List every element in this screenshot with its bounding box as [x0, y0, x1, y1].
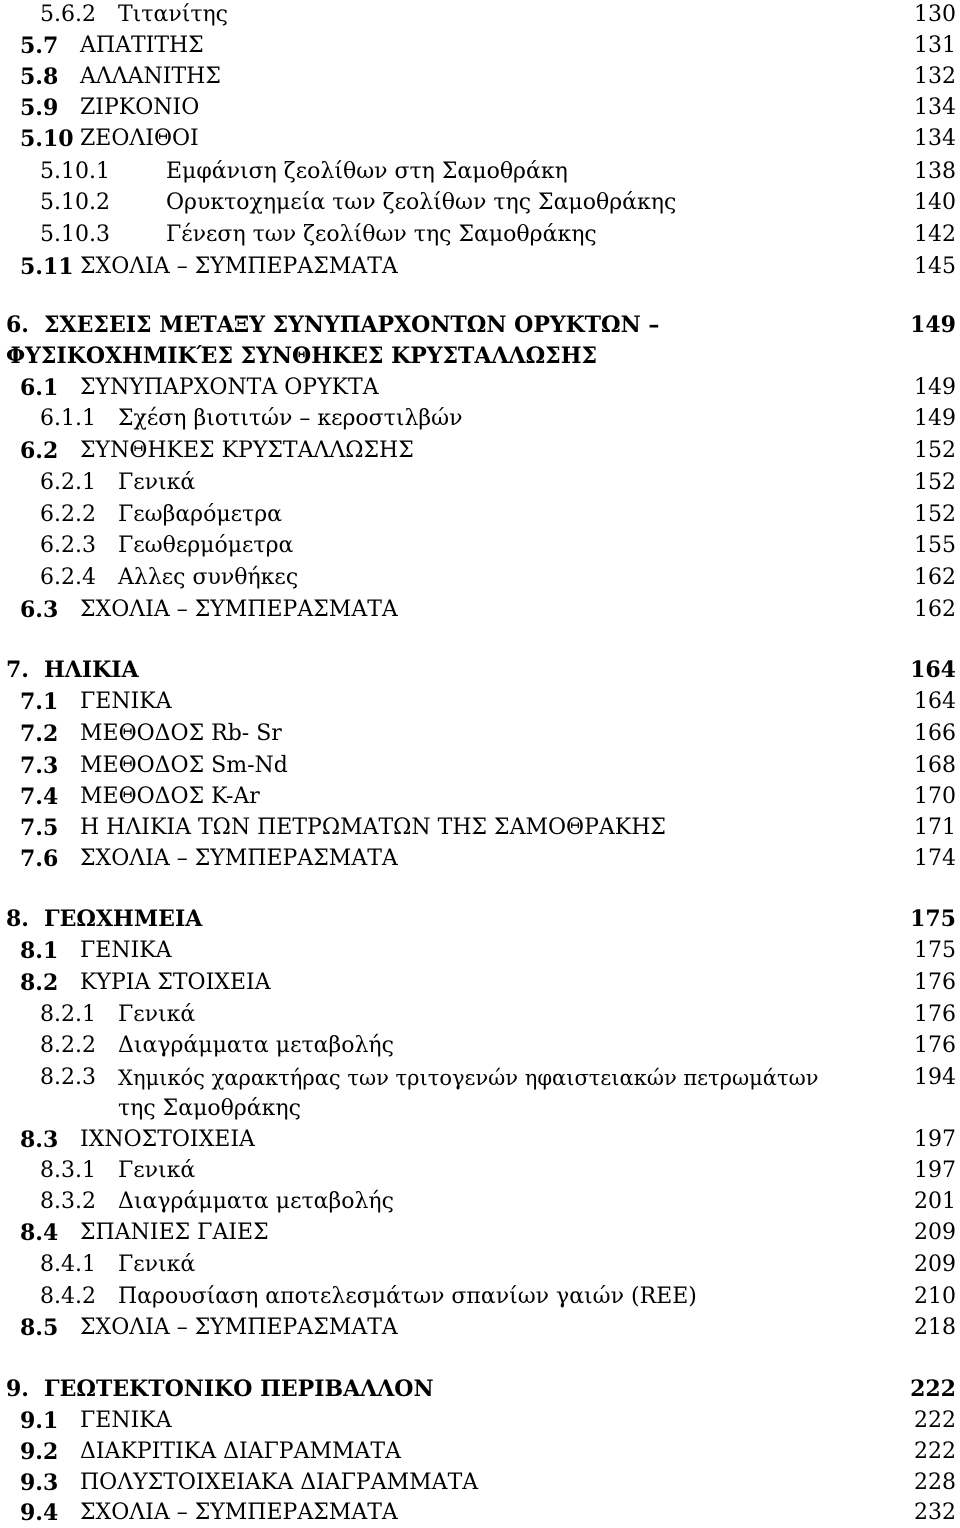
toc-entry-number: 5.11	[20, 254, 74, 280]
toc-entry-number: 8.3.1	[40, 1158, 96, 1183]
toc-entry	[0, 500, 960, 530]
toc-entry-number: 9.1	[20, 1408, 59, 1434]
toc-entry-page: 162	[914, 597, 956, 622]
toc-entry-title: Γεωθερμόμετρα	[118, 533, 294, 558]
toc-entry-page: 164	[914, 689, 956, 714]
toc-entry-page: 176	[914, 970, 956, 995]
toc-entry-number: 5.9	[20, 95, 59, 121]
toc-entry-title: Γεωβαρόμετρα	[118, 502, 283, 527]
toc-entry-page: 149	[914, 375, 956, 400]
toc-entry-title: Γενικά	[118, 470, 196, 495]
toc-entry-number: 6.	[6, 312, 29, 338]
toc-entry-title: Παρουσίαση αποτελεσμάτων σπανίων γαιών (REE)	[118, 1284, 697, 1309]
toc-entry	[0, 751, 960, 781]
toc-entry	[0, 687, 960, 717]
toc-entry-page: 222	[914, 1439, 956, 1464]
toc-entry	[0, 595, 960, 625]
toc-entry-title: Γενικά	[118, 1158, 196, 1183]
toc-entry-title: ΜΕΘΟΔΟΣ Sm-Nd	[80, 753, 288, 778]
toc-entry-number: 5.10.2	[40, 190, 110, 215]
toc-entry-title: Σχέση βιοτιτών – κεροστιλβών	[118, 406, 463, 431]
toc-entry	[0, 936, 960, 966]
toc-entry-title: ΑΠΑΤΙΤΗΣ	[80, 33, 204, 58]
toc-entry-page: 152	[914, 438, 956, 463]
toc-chapter-entry	[0, 1374, 960, 1404]
toc-entry-number: 5.10	[20, 126, 74, 152]
toc-entry-number: 7.1	[20, 689, 59, 715]
toc-entry-page: 134	[914, 95, 956, 120]
toc-entry	[0, 1156, 960, 1186]
toc-entry-title-continued: της Σαμοθράκης	[118, 1096, 301, 1121]
toc-entry-title: ΖΕΟΛΙΘΟΙ	[80, 126, 199, 151]
toc-entry	[0, 531, 960, 561]
toc-entry	[0, 404, 960, 434]
toc-entry-number: 8.4	[20, 1220, 59, 1246]
toc-entry-number: 7.4	[20, 784, 59, 810]
toc-entry-number: 6.3	[20, 597, 59, 623]
toc-entry-page: 140	[914, 190, 956, 215]
toc-entry-page: 152	[914, 502, 956, 527]
toc-entry-title: ΣΧΕΣΕΙΣ ΜΕΤΑΞΥ ΣΥΝΥΠΑΡΧΟΝΤΩΝ ΟΡΥΚΤΩΝ –	[44, 312, 660, 338]
toc-entry-number: 5.6.2	[40, 2, 96, 27]
toc-entry-number: 8.3.2	[40, 1189, 96, 1214]
toc-entry-title: ΓΕΝΙΚΑ	[80, 1408, 172, 1433]
toc-entry-title: ΓΕΝΙΚΑ	[80, 938, 172, 963]
toc-entry	[0, 782, 960, 812]
toc-entry-title: ΣΥΝΥΠΑΡΧΟΝΤΑ ΟΡΥΚΤΑ	[80, 375, 379, 400]
toc-entry-page: 201	[914, 1189, 956, 1214]
toc-entry-title: Εμφάνιση ζεολίθων στη Σαμοθράκη	[166, 159, 568, 184]
toc-entry-number: 5.10.3	[40, 222, 110, 247]
toc-entry	[0, 563, 960, 593]
toc-entry-title: ΣΧΟΛΙΑ – ΣΥΜΠΕΡΑΣΜΑΤΑ	[80, 1500, 398, 1525]
toc-entry-number: 8.	[6, 906, 29, 932]
toc-entry-title: ΣΧΟΛΙΑ – ΣΥΜΠΕΡΑΣΜΑΤΑ	[80, 1315, 398, 1340]
toc-entry-number: 7.	[6, 657, 29, 683]
toc-entry-number: 8.2.1	[40, 1002, 96, 1027]
toc-entry-number: 6.2	[20, 438, 59, 464]
toc-entry	[0, 373, 960, 403]
toc-entry	[0, 1187, 960, 1217]
toc-entry-page: 130	[914, 2, 956, 27]
toc-entry-number: 6.1	[20, 375, 59, 401]
toc-entry-title: ΚΥΡΙΑ ΣΤΟΙΧΕΙΑ	[80, 970, 271, 995]
toc-entry-title: ΗΛΙΚΙΑ	[44, 657, 139, 683]
toc-entry-title: Ορυκτοχημεία των ζεολίθων της Σαμοθράκης	[166, 190, 677, 215]
toc-entry-number: 8.2.2	[40, 1033, 96, 1058]
toc-entry-page: 168	[914, 753, 956, 778]
toc-entry-page: 170	[914, 784, 956, 809]
toc-entry	[0, 1437, 960, 1467]
toc-entry-title: Γενικά	[118, 1002, 196, 1027]
toc-entry-title: ΣΠΑΝΙΕΣ ΓΑΙΕΣ	[80, 1220, 269, 1245]
toc-entry-title: Γένεση των ζεολίθων της Σαμοθράκης	[166, 222, 597, 247]
toc-entry-number: 9.3	[20, 1470, 59, 1496]
toc-entry-page: 145	[914, 254, 956, 279]
toc-entry-number: 6.2.2	[40, 502, 96, 527]
toc-entry-page: 142	[914, 222, 956, 247]
toc-entry-title: ΣΧΟΛΙΑ – ΣΥΜΠΕΡΑΣΜΑΤΑ	[80, 846, 398, 871]
toc-chapter-entry	[0, 310, 960, 340]
toc-entry-title: ΔΙΑΚΡΙΤΙΚΑ ΔΙΑΓΡΑΜΜΑΤΑ	[80, 1439, 401, 1464]
toc-entry-page: 197	[914, 1127, 956, 1152]
toc-entry-number: 5.7	[20, 33, 59, 59]
toc-entry	[0, 1218, 960, 1248]
toc-entry-number: 5.10.1	[40, 159, 110, 184]
toc-entry-page: 166	[914, 721, 956, 746]
toc-entry-page: 152	[914, 470, 956, 495]
toc-entry-title: ΙΧΝΟΣΤΟΙΧΕΙΑ	[80, 1127, 255, 1152]
toc-entry-title: ΑΛΛΑΝΙΤΗΣ	[80, 64, 221, 89]
toc-entry	[0, 813, 960, 843]
toc-entry-number: 8.4.1	[40, 1252, 96, 1277]
toc-entry-page: 174	[914, 846, 956, 871]
toc-entry-title: ΠΟΛΥΣΤΟΙΧΕΙΑΚΑ ΔΙΑΓΡΑΜΜΑΤΑ	[80, 1470, 479, 1495]
toc-entry	[0, 93, 960, 123]
toc-entry-page: 228	[914, 1470, 956, 1495]
toc-entry-number: 6.2.4	[40, 565, 96, 590]
toc-entry-number: 8.2	[20, 970, 59, 996]
toc-entry	[0, 1498, 960, 1528]
toc-entry-page: 232	[914, 1500, 956, 1525]
toc-entry	[0, 124, 960, 154]
toc-entry-number: 8.5	[20, 1315, 59, 1341]
toc-entry-page: 132	[914, 64, 956, 89]
toc-entry-page: 171	[914, 815, 956, 840]
toc-entry-page: 176	[914, 1033, 956, 1058]
toc-entry-number: 6.2.1	[40, 470, 96, 495]
toc-entry	[0, 968, 960, 998]
toc-entry-number: 9.2	[20, 1439, 59, 1465]
toc-entry-number: 9.4	[20, 1500, 59, 1526]
toc-entry-page: 149	[914, 406, 956, 431]
toc-entry-number: 6.2.3	[40, 533, 96, 558]
toc-entry-page: 162	[914, 565, 956, 590]
toc-entry-page: 131	[914, 33, 956, 58]
toc-entry-title: Αλλες συνθήκες	[118, 565, 299, 590]
toc-entry-title: ΜΕΘΟΔΟΣ Rb- Sr	[80, 721, 282, 746]
toc-entry	[0, 0, 960, 30]
toc-entry-number: 8.2.3	[40, 1065, 96, 1090]
toc-entry	[0, 1406, 960, 1436]
toc-entry-number: 7.3	[20, 753, 59, 779]
toc-entry-page: 209	[914, 1252, 956, 1277]
toc-entry	[0, 1000, 960, 1030]
toc-entry-page: 134	[914, 126, 956, 151]
toc-entry-number: 7.6	[20, 846, 59, 872]
toc-entry-page: 175	[910, 906, 956, 932]
toc-entry	[0, 1313, 960, 1343]
toc-entry-page: 222	[910, 1376, 956, 1402]
toc-entry-page: 175	[914, 938, 956, 963]
toc-entry	[0, 62, 960, 92]
toc-entry-number: 7.5	[20, 815, 59, 841]
toc-entry-continued	[0, 1094, 960, 1124]
toc-entry-title: Γενικά	[118, 1252, 196, 1277]
toc-entry-page: 210	[914, 1284, 956, 1309]
toc-entry-page: 176	[914, 1002, 956, 1027]
toc-entry	[0, 719, 960, 749]
toc-entry-title: ΓΕΝΙΚΑ	[80, 689, 172, 714]
toc-entry-page: 222	[914, 1408, 956, 1433]
toc-entry-page: 197	[914, 1158, 956, 1183]
toc-entry	[0, 31, 960, 61]
toc-entry-number: 8.1	[20, 938, 59, 964]
toc-entry-title: Διαγράμματα μεταβολής	[118, 1189, 394, 1214]
toc-entry	[0, 220, 960, 250]
toc-entry	[0, 1031, 960, 1061]
toc-chapter-entry-continued	[0, 341, 960, 371]
toc-entry-page: 209	[914, 1220, 956, 1245]
toc-entry	[0, 844, 960, 874]
toc-entry-page: 155	[914, 533, 956, 558]
toc-entry	[0, 1125, 960, 1155]
toc-entry-title: ΓΕΩΤΕΚΤΟΝΙΚΟ ΠΕΡΙΒΑΛΛΟΝ	[44, 1376, 434, 1402]
toc-entry	[0, 188, 960, 218]
toc-entry-number: 5.8	[20, 64, 59, 90]
toc-entry-title: Χημικός χαρακτήρας των τριτογενών ηφαιστειακών πετρωμάτων	[118, 1066, 819, 1090]
toc-entry-title: ΓΕΩΧΗΜΕΙΑ	[44, 906, 203, 932]
toc-entry	[0, 252, 960, 282]
toc-entry	[0, 1282, 960, 1312]
toc-entry-title: ΣΧΟΛΙΑ – ΣΥΜΠΕΡΑΣΜΑΤΑ	[80, 254, 398, 279]
toc-entry	[0, 1250, 960, 1280]
toc-entry-number: 7.2	[20, 721, 59, 747]
toc-entry	[0, 157, 960, 187]
toc-chapter-entry	[0, 904, 960, 934]
toc-entry-number: 8.4.2	[40, 1284, 96, 1309]
toc-entry-page: 149	[910, 312, 956, 338]
toc-entry-title: Η ΗΛΙΚΙΑ ΤΩΝ ΠΕΤΡΩΜΑΤΩΝ ΤΗΣ ΣΑΜΟΘΡΑΚΗΣ	[80, 815, 666, 840]
toc-entry	[0, 1063, 960, 1093]
toc-entry-title: Τιτανίτης	[118, 2, 228, 27]
toc-entry	[0, 1468, 960, 1498]
toc-entry	[0, 436, 960, 466]
toc-chapter-entry	[0, 655, 960, 685]
toc-entry-title: ΣΧΟΛΙΑ – ΣΥΜΠΕΡΑΣΜΑΤΑ	[80, 597, 398, 622]
toc-entry-title: ΣΥΝΘΗΚΕΣ ΚΡΥΣΤΑΛΛΩΣΗΣ	[80, 438, 414, 463]
toc-entry-page: 194	[914, 1065, 956, 1090]
toc-entry-title-continued: ΦΥΣΙΚΟΧΗΜΙΚΈΣ ΣΥΝΘΗΚΕΣ ΚΡΥΣΤΑΛΛΩΣΗΣ	[6, 343, 598, 369]
toc-entry-number: 9.	[6, 1376, 29, 1402]
toc-entry-page: 138	[914, 159, 956, 184]
toc-entry	[0, 468, 960, 498]
toc-entry-number: 8.3	[20, 1127, 59, 1153]
toc-entry-page: 164	[910, 657, 956, 683]
toc-entry-title: ΖΙΡΚΟΝΙΟ	[80, 95, 200, 120]
toc-entry-number: 6.1.1	[40, 406, 96, 431]
toc-entry-page: 218	[914, 1315, 956, 1340]
toc-entry-title: ΜΕΘΟΔΟΣ K-Ar	[80, 784, 260, 809]
toc-entry-title: Διαγράμματα μεταβολής	[118, 1033, 394, 1058]
